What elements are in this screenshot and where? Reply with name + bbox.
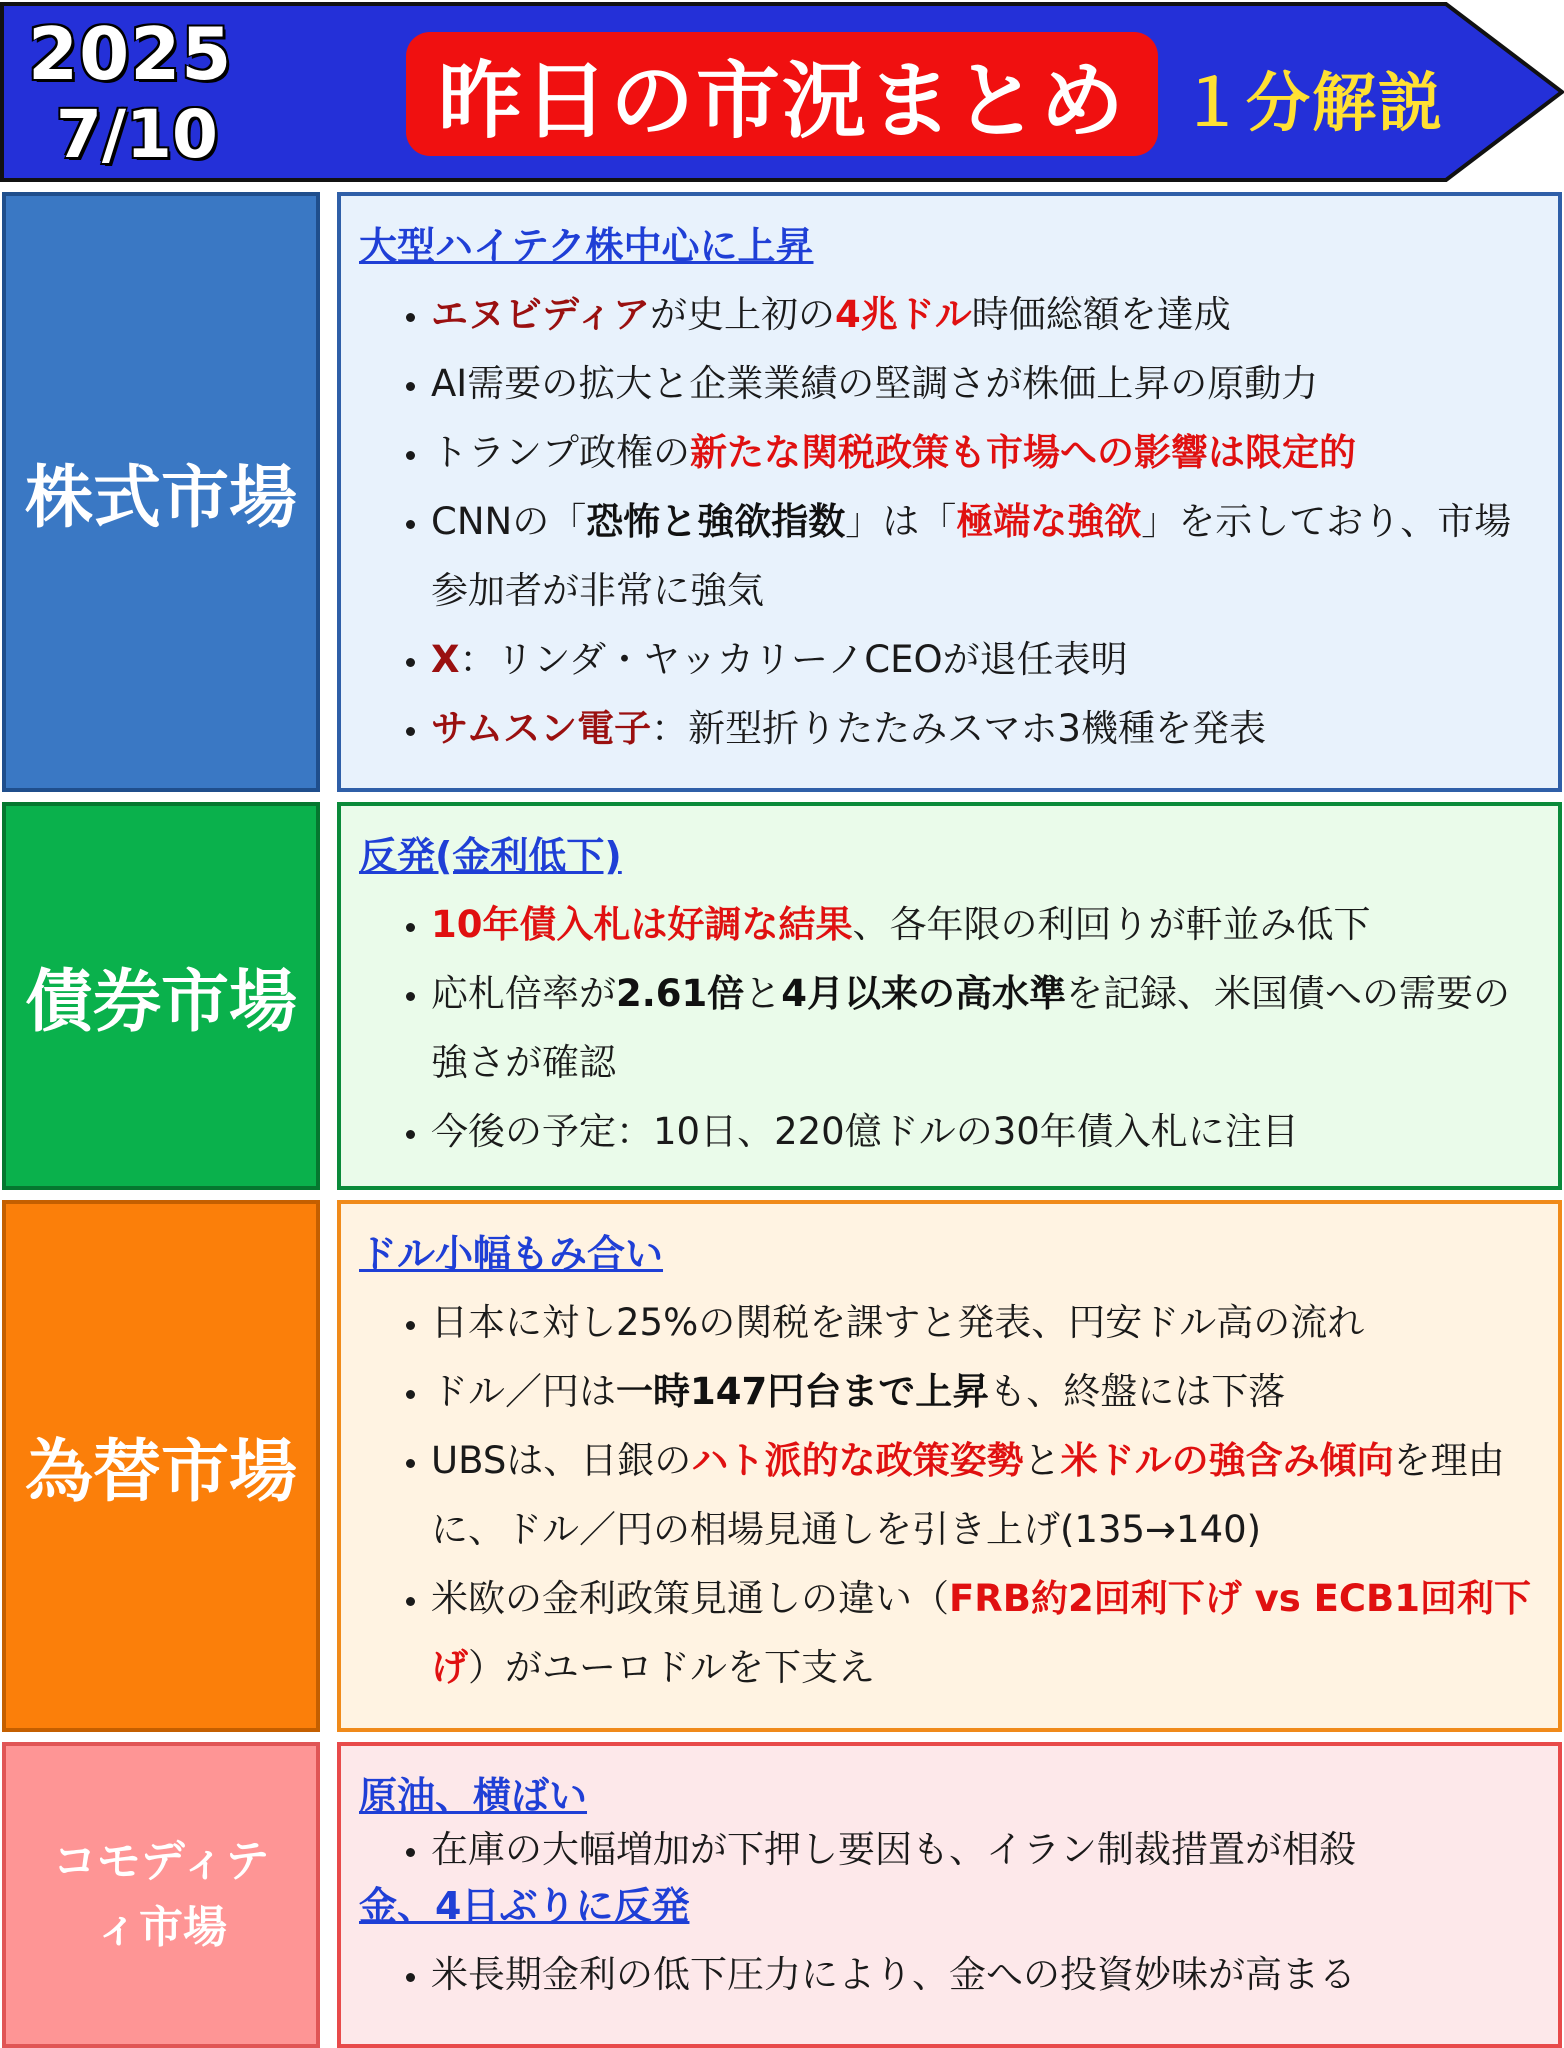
list-item: • 応札倍率が2.61倍と4月以来の高水準を記録、米国債への需要の強さが確認 [431, 959, 1538, 1097]
list-item: • トランプ政権の新たな関税政策も市場への影響は限定的 [431, 418, 1538, 487]
date-day: 7/10 [56, 96, 218, 173]
bond-market-heading: 反発(金利低下) [359, 834, 622, 878]
fx-market-heading: ドル小幅もみ合い [359, 1232, 664, 1276]
oil-bullets [359, 1822, 1538, 1878]
list-item: • X：リンダ・ヤッカリーノCEOが退任表明 [431, 625, 1538, 694]
stock-market-label [2, 192, 320, 792]
page-title: 昨日の市況まとめ [437, 51, 1126, 150]
title-box [406, 32, 1158, 156]
fx-market-bullets [359, 1288, 1538, 1702]
stock-market-label-text: 株式市場 [24, 458, 297, 538]
bond-market-bullets [359, 890, 1538, 1166]
list-item: • 米欧の金利政策見通しの違い（FRB約2回利下げ vs ECB1回利下げ）がユーロドルを下支え [431, 1564, 1538, 1702]
stock-market-bullets [359, 280, 1538, 763]
list-item: • UBSは、日銀のハト派的な政策姿勢と米ドルの強含み傾向を理由に、ドル／円の相場見通しを引き上げ(135→140) [431, 1426, 1538, 1564]
list-item: • 日本に対し25%の関税を課すと発表、円安ドル高の流れ [431, 1288, 1538, 1357]
commodity-market-label [2, 1742, 320, 2048]
fx-market-label-text: 為替市場 [24, 1432, 297, 1512]
list-item: • 10年債入札は好調な結果、各年限の利回りが軒並み低下 [431, 890, 1538, 959]
page-subtitle: １分解説 [1180, 67, 1444, 141]
list-item: • 今後の予定：10日、220億ドルの30年債入札に注目 [431, 1097, 1538, 1166]
fx-market-content [337, 1200, 1562, 1732]
list-item: • 米長期金利の低下圧力により、金への投資妙味が高まる [431, 1940, 1538, 2009]
bond-market-label [2, 802, 320, 1190]
oil-heading: 原油、横ばい [359, 1774, 588, 1818]
stock-market-heading: 大型ハイテク株中心に上昇 [359, 224, 814, 268]
gold-heading: 金、4日ぶりに反発 [359, 1884, 690, 1928]
list-item: • AI需要の拡大と企業業績の堅調さが株価上昇の原動力 [431, 349, 1538, 418]
list-item: • ドル／円は一時147円台まで上昇も、終盤には下落 [431, 1357, 1538, 1426]
date-year: 2025 [28, 12, 233, 96]
header-banner [0, 0, 1564, 184]
commodity-market-content [337, 1742, 1562, 2048]
gold-bullets [359, 1940, 1538, 2009]
bond-market-label-text: 債券市場 [24, 962, 297, 1042]
list-item: • エヌビディアが史上初の4兆ドル時価総額を達成 [431, 280, 1538, 349]
commodity-market-label-text: コモディティ市場 [52, 1836, 270, 1953]
fx-market-label [2, 1200, 320, 1732]
list-item: • サムスン電子：新型折りたたみスマホ3機種を発表 [431, 694, 1538, 763]
bond-market-content [337, 802, 1562, 1190]
list-item: • CNNの「恐怖と強欲指数」は「極端な強欲」を示しており、市場参加者が非常に強気 [431, 487, 1538, 625]
stock-market-content [337, 192, 1562, 792]
list-item: • 在庫の大幅増加が下押し要因も、イラン制裁措置が相殺 [431, 1822, 1538, 1878]
